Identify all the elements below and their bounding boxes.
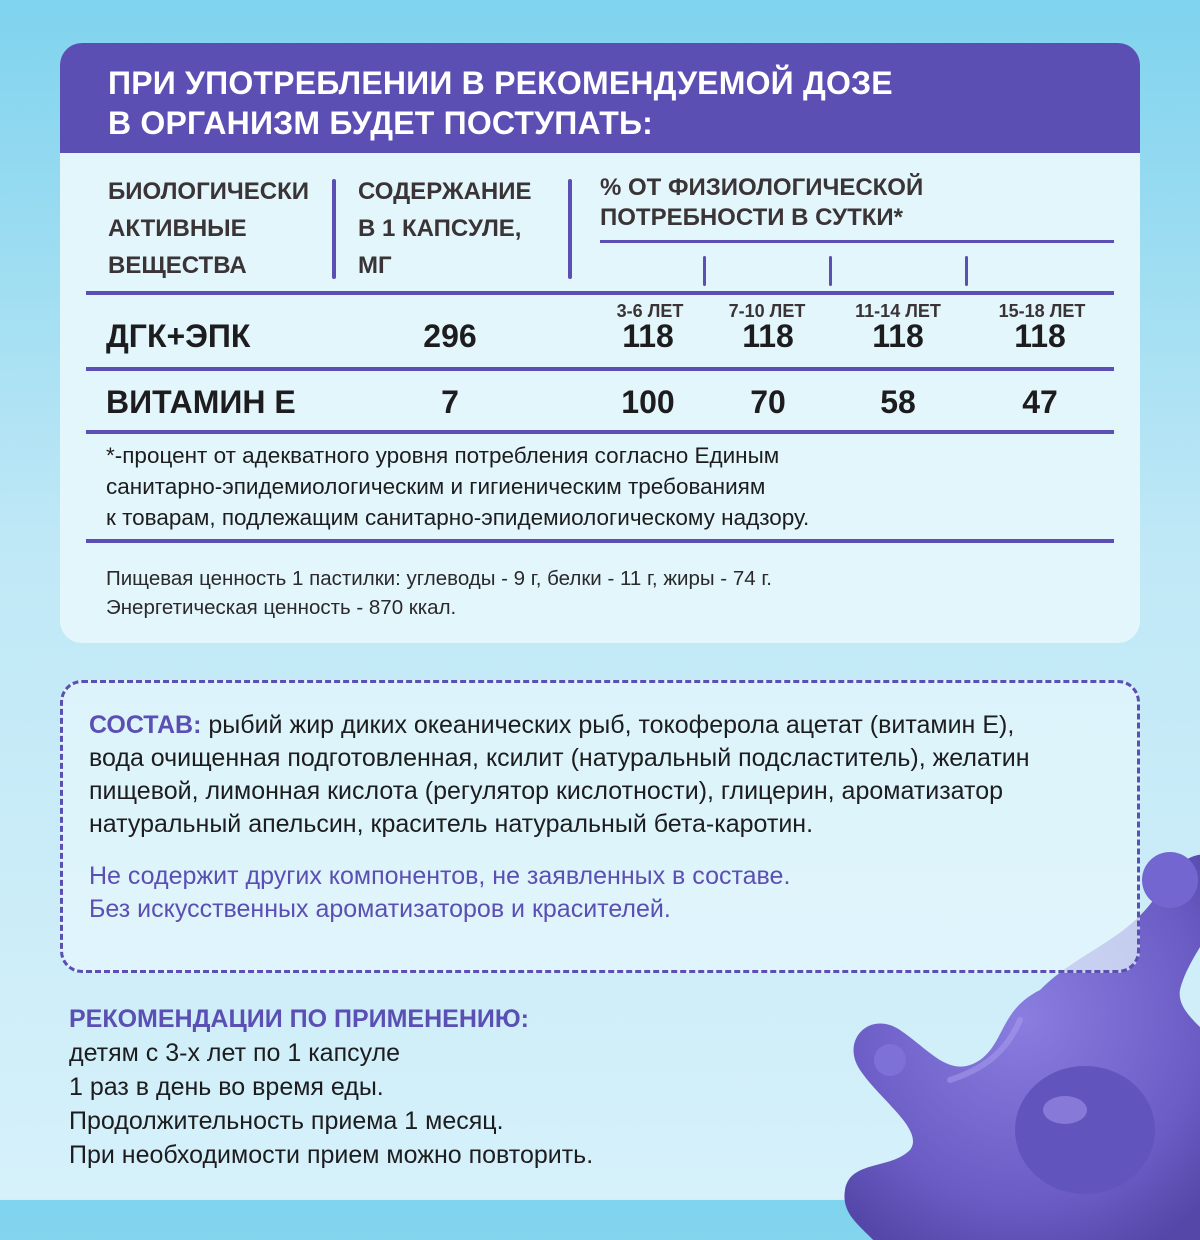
nutrition-value: Пищевая ценность 1 пастилки: углеводы - 9 г, белки - 11 г, жиры - 74 г. Энергетическая ценность - 870 ккал. (106, 567, 772, 619)
composition-line: натуральный апельсин, краситель натуральный бета-каротин. (89, 810, 814, 838)
composition-line: пищевой, лимонная кислота (регулятор кислотности), глицерин, ароматизатор (89, 777, 1004, 805)
recommendation-line: Продолжительность приема 1 месяц. (69, 1107, 504, 1135)
age-divider (703, 256, 706, 286)
recommendation-line: 1 раз в день во время еды. (69, 1073, 384, 1101)
row-percent: 118 (872, 318, 924, 354)
col-header-percent: % ОТ ФИЗИОЛОГИЧЕСКОЙ ПОТРЕБНОСТИ В СУТКИ* (600, 174, 924, 231)
age-group-header: 15-18 ЛЕТ (998, 301, 1086, 321)
column-divider (568, 179, 572, 279)
composition-text: СОСТАВ: рыбий жир диких океанических рыб, токоферола ацетат (витамин Е), (89, 711, 1015, 739)
age-divider (829, 256, 832, 286)
composition-label: СОСТАВ: (89, 711, 202, 739)
row-percent: 118 (742, 318, 794, 354)
footnote: *-процент от адекватного уровня потребления согласно Единым санитарно-эпидемиологическим и гигиеническим требованиям к товарам, подлежащим санитарно-эпидемиологическому надзору. (106, 443, 810, 530)
percent-header-divider (600, 240, 1114, 243)
column-divider (332, 179, 336, 279)
row-name: ДГК+ЭПК (106, 318, 251, 354)
free-from-line: Не содержит других компонентов, не заявленных в составе. (89, 862, 791, 890)
age-divider (965, 256, 968, 286)
row-percent: 100 (621, 384, 675, 420)
age-group-header: 7-10 ЛЕТ (728, 301, 806, 321)
nutrition-card (60, 43, 1140, 643)
row-percent: 118 (622, 318, 674, 354)
col-header-content: СОДЕРЖАНИЕ В 1 КАПСУЛЕ, МГ (358, 178, 532, 279)
composition-line: вода очищенная подготовленная, ксилит (натуральный подсластитель), желатин (89, 744, 1030, 772)
row-percent: 118 (1014, 318, 1066, 354)
header-line-2: В ОРГАНИЗМ БУДЕТ ПОСТУПАТЬ: (108, 105, 654, 141)
row-content: 7 (441, 384, 459, 420)
row-name: ВИТАМИН Е (106, 384, 296, 420)
recommendation-line: При необходимости прием можно повторить. (69, 1141, 594, 1169)
recommendations-title: РЕКОМЕНДАЦИИ ПО ПРИМЕНЕНИЮ: (69, 1005, 529, 1033)
col-header-substances: БИОЛОГИЧЕСКИ АКТИВНЫЕ ВЕЩЕСТВА (108, 178, 310, 279)
table-divider (86, 291, 1114, 295)
table-divider (86, 539, 1114, 543)
row-percent: 58 (880, 384, 916, 420)
row-percent: 47 (1022, 384, 1058, 420)
recommendation-line: детям с 3-х лет по 1 капсуле (69, 1039, 401, 1067)
table-divider (86, 367, 1114, 371)
age-group-header: 3-6 ЛЕТ (616, 301, 684, 321)
free-from-line: Без искусственных ароматизаторов и красителей. (89, 895, 671, 923)
recommendations (69, 1003, 593, 1172)
card-header (60, 43, 1140, 153)
header-line-1: ПРИ УПОТРЕБЛЕНИИ В РЕКОМЕНДУЕМОЙ ДОЗЕ (108, 65, 893, 101)
age-group-header: 11-14 ЛЕТ (855, 301, 941, 321)
row-percent: 70 (750, 384, 786, 420)
row-content: 296 (423, 318, 477, 354)
table-divider (86, 430, 1114, 434)
composition-box (60, 680, 1140, 973)
